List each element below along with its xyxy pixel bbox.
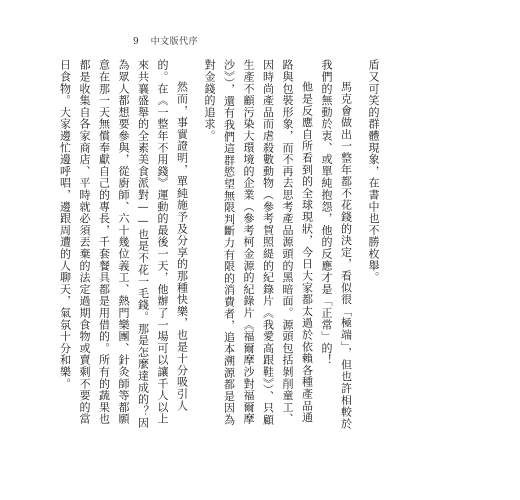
running-head-title: 中文版代序 [150,37,199,47]
running-head [133,34,198,47]
paragraph-1: 盾又可笑的群體現象，在書中也不勝枚舉。 [367,59,380,284]
paragraph-2: 馬克會做出一整年都不花錢的決定，看似很「極端」，但也許相較於我們的無動於衷、或單純抱怨，他的反應才是「正常」的！ [320,59,353,430]
page-number: 9 [133,37,140,47]
paragraph-3: 他是反應自所看到的全球現狀，今日大家都太過於依賴各種產品通路與包裝形象，而不再去思考產品源頭的黑暗面。源頭包括剝削童工、因時尚產品而虐殺數動物（參考賀照緹的紀錄片《我愛高跟鞋》）、只顧生產不顧污染大環境的企業（參考柯金源的紀錄片《福爾摩沙對福爾摩沙》），還有我們這群慾望無限判斷力有限的消費者，追本溯源都是因為對金錢的追求。 [203,59,314,426]
paragraph-4: 然而，事實證明，單純施予及分享的那種快樂，也是十分吸引人的。在《一整年不用錢》運動的最後一天，他辦了一場可以讓千人以上來共襄盛舉的全素美食派對——也是不花一毛錢。那是怎麼達成的？因為眾人都想要參與，從廚師、六十幾位義工、熱門樂團、針灸師等都願意在那一天無償奉獻自己的專長，千套餐具都是用借的。所有的蔬果也都是收集自各家商店、平時就必須丟棄的法定過期食物或賣剩不要的當日食物。大家邊忙邊呼唱，邊跟周遭的人聊天，氣氛十分和樂。 [58,59,189,429]
vertical-text-block [55,59,383,431]
